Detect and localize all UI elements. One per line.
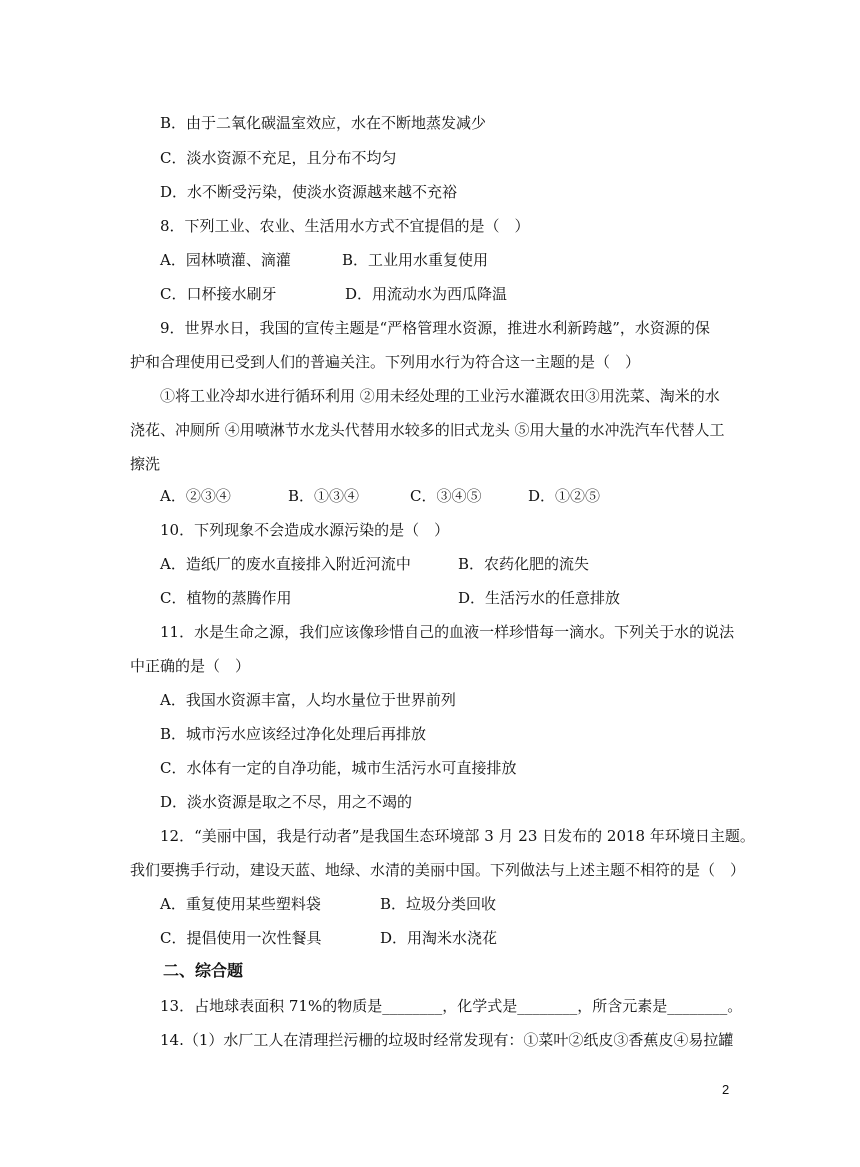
q9-stem-line4: 浇花、冲厕所 ④用喷淋节水龙头代替用水较多的旧式龙头 ⑤用大量的水冲洗汽车代替人工	[130, 421, 725, 439]
q12-option-d: D．用淘米水浇花	[380, 929, 498, 947]
q9-stem-line2: 护和合理使用已受到人们的普遍关注。下列用水行为符合这一主题的是（ ）	[130, 353, 641, 371]
q8-option-d: D．用流动水为西瓜降温	[345, 285, 508, 303]
q10-stem: 10．下列现象不会造成水源污染的是（ ）	[160, 521, 450, 539]
q8-option-b: B．工业用水重复使用	[342, 251, 489, 269]
q8-stem: 8．下列工业、农业、生活用水方式不宜提倡的是（ ）	[160, 217, 530, 235]
q9-option-d: D．①②⑤	[528, 487, 601, 505]
q7-option-b: B．由于二氧化碳温室效应，水在不断地蒸发减少	[160, 114, 487, 132]
q10-option-d: D．生活污水的任意排放	[458, 589, 621, 607]
q11-option-b: B．城市污水应该经过净化处理后再排放	[160, 725, 427, 743]
q12-stem-line1: 12．“美丽中国，我是行动者”是我国生态环境部 3 月 23 日发布的 2018 年环境日主题。	[160, 827, 755, 845]
q12-stem-line2: 我们要携手行动，建设天蓝、地绿、水清的美丽中国。下列做法与上述主题不相符的是（ ）	[130, 861, 746, 879]
page-number: 2	[722, 1082, 730, 1097]
q9-stem-line1: 9．世界水日，我国的宣传主题是“严格管理水资源，推进水利新跨越”，水资源的保	[160, 319, 710, 337]
q11-option-d: D．淡水资源是取之不尽，用之不竭的	[160, 793, 413, 811]
q14-stem: 14.（1）水厂工人在清理拦污栅的垃圾时经常发现有：①菜叶②纸皮③香蕉皮④易拉罐	[160, 1031, 734, 1049]
q11-option-a: A．我国水资源丰富，人均水量位于世界前列	[160, 691, 456, 709]
q9-option-a: A．②③④	[160, 487, 231, 505]
q8-option-c: C．口杯接水刷牙	[160, 285, 277, 303]
q8-option-a: A．园林喷灌、滴灌	[160, 251, 291, 269]
q7-option-d: D．水不断受污染，使淡水资源越来越不充裕	[160, 183, 458, 201]
q10-option-a: A．造纸厂的废水直接排入附近河流中	[160, 555, 411, 573]
q11-stem-line1: 11．水是生命之源，我们应该像珍惜自己的血液一样珍惜每一滴水。下列关于水的说法	[160, 623, 735, 641]
q9-option-c: C．③④⑤	[410, 487, 482, 505]
q9-option-b: B．①③④	[288, 487, 360, 505]
q10-option-c: C．植物的蒸腾作用	[160, 589, 292, 607]
q12-option-c: C．提倡使用一次性餐具	[160, 929, 322, 947]
q11-stem-line2: 中正确的是（ ）	[130, 657, 251, 675]
q12-option-a: A．重复使用某些塑料袋	[160, 895, 321, 913]
q10-option-b: B．农药化肥的流失	[458, 555, 590, 573]
q11-option-c: C．水体有一定的自净功能，城市生活污水可直接排放	[160, 759, 517, 777]
q9-stem-line3: ①将工业冷却水进行循环利用 ②用未经处理的工业污水灌溉农田③用洗菜、淘米的水	[160, 387, 720, 405]
q9-stem-line5: 擦洗	[130, 455, 161, 473]
section-heading-comprehensive: 二、综合题	[163, 961, 244, 980]
q13-stem: 13．占地球表面积 71%的物质是________，化学式是________，所含元素是________。	[160, 997, 743, 1015]
q7-option-c: C．淡水资源不充足，且分布不均匀	[160, 149, 397, 167]
q12-option-b: B．垃圾分类回收	[380, 895, 497, 913]
